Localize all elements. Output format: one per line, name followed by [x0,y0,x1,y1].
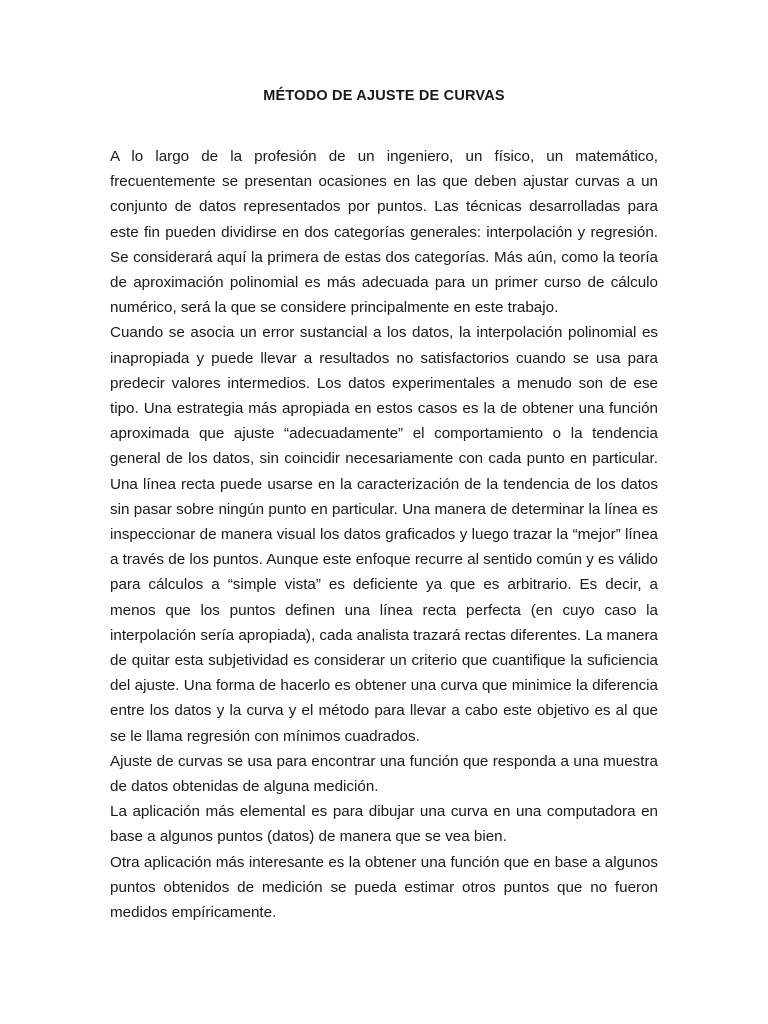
page-title: MÉTODO DE AJUSTE DE CURVAS [263,88,505,104]
paragraph-interesting-application: Otra aplicación más interesante es la obtener una función que en base a algunos puntos obtenidos de medición se pueda estimar otros puntos que no fueron medidos empíricamente. [110,853,658,922]
document-body [110,144,658,925]
paragraph-definition: Ajuste de curvas se usa para encontrar una función que responda a una muestra de datos obtenidas de alguna medición. [110,752,658,796]
paragraph-elemental-application: La aplicación más elemental es para dibujar una curva en una computadora en base a algunos puntos (datos) de manera que se vea bien. [110,803,658,846]
paragraph-intro: A lo largo de la profesión de un ingeniero, un físico, un matemático, frecuentemente se presentan ocasiones en las que deben ajustar curvas a un conjunto de datos representados por puntos. Las técnicas desarrolladas para este fin pueden dividirse en dos categorías generales: interpolación y regresión. Se considerará aquí la primera de estas dos categorías. Más aún, como la teoría de aproximación polinomial es más adecuada para un primer curso de cálculo numérico, será la que se considere principalmente en este trabajo. [110,148,658,317]
paragraph-regression: Cuando se asocia un error sustancial a los datos, la interpolación polinomial es inapropiada y puede llevar a resultados no satisfactorios cuando se usa para predecir valores intermedios. Los datos experimentales a menudo son de ese tipo. Una estrategia más apropiada en estos casos es la de obtener una función aproximada que ajuste “adecuadamente” el comportamiento o la tendencia general de los datos, sin coincidir necesariamente con cada punto en particular. Una línea recta puede usarse en la caracterización de la tendencia de los datos sin pasar sobre ningún punto en particular. Una manera de determinar la línea es inspeccionar de manera visual los datos graficados y luego trazar la “mejor” línea a través de los puntos. Aunque este enfoque recurre al sentido común y es válido para cálculos a “simple vista” es deficiente ya que es arbitrario. Es decir, a menos que los puntos definen una línea recta perfecta (en cuyo caso la interpolación sería apropiada), cada analista trazará rectas diferentes. La manera de quitar esta subjetividad es considerar un criterio que cuantifique la suficiencia del ajuste. Una forma de hacerlo es obtener una curva que minimice la diferencia entre los datos y la curva y el método para llevar a cabo este objetivo es al que se le llama regresión con mínimos cuadrados. [110,324,658,745]
